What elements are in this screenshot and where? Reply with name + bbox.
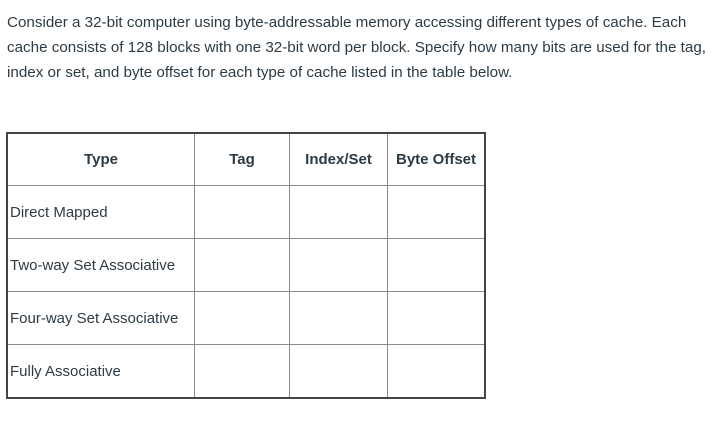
- table-row: [7, 186, 485, 239]
- index-cell: [290, 292, 388, 345]
- header-tag: Tag: [195, 133, 290, 186]
- offset-cell: [388, 239, 486, 292]
- header-index-set: Index/Set: [290, 133, 388, 186]
- offset-cell: [388, 292, 486, 345]
- header-byte-offset: Byte Offset: [388, 133, 486, 186]
- tag-cell: [195, 292, 290, 345]
- index-cell: [290, 239, 388, 292]
- row-type-cell: Two-way Set Associative: [7, 239, 195, 292]
- row-type-cell: Fully Associative: [7, 345, 195, 399]
- table-row: [7, 239, 485, 292]
- tag-cell: [195, 239, 290, 292]
- index-cell: [290, 345, 388, 399]
- row-type-cell: Direct Mapped: [7, 186, 195, 239]
- question-text: Consider a 32-bit computer using byte-addressable memory accessing different types of cache. Each cache consists of 128 blocks with one 32-bit word per block. Specify how many bits are used for the tag, index or set, and byte offset for each type of cache listed in the table below.: [7, 14, 706, 81]
- header-type: Type: [7, 133, 195, 186]
- offset-cell: [388, 345, 486, 399]
- table-row: [7, 292, 485, 345]
- cache-table: [6, 132, 486, 399]
- row-type-cell: Four-way Set Associative: [7, 292, 195, 345]
- tag-cell: [195, 345, 290, 399]
- table-row: [7, 345, 485, 399]
- offset-cell: [388, 186, 486, 239]
- index-cell: [290, 186, 388, 239]
- table-header-row: [7, 133, 485, 186]
- tag-cell: [195, 186, 290, 239]
